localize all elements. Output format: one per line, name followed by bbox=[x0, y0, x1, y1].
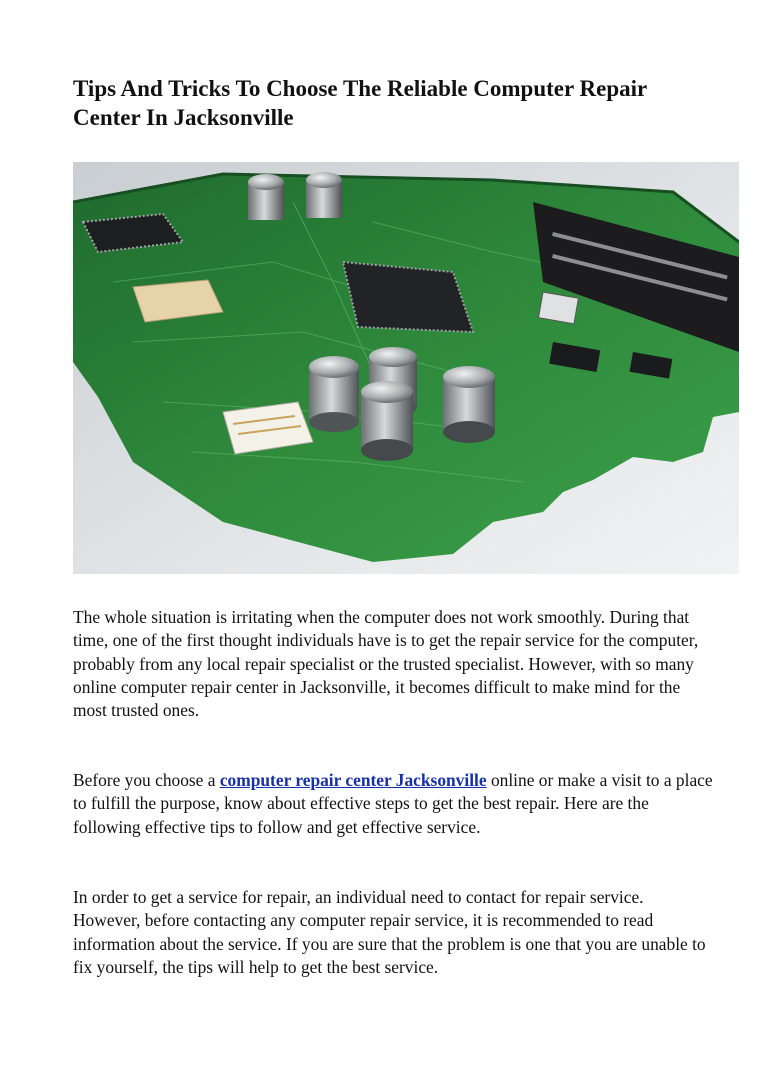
paragraph-2-rest: online or make a visit to a place to fulfill the purpose, know about effective steps to get the best repair. Here are the following effective tips to follow and get effective service. bbox=[73, 770, 713, 837]
article-title: Tips And Tricks To Choose The Reliable Computer Repair Center In Jacksonville bbox=[73, 76, 647, 130]
paragraph-2-lead: Before you choose a bbox=[73, 770, 220, 790]
paragraph-2 bbox=[73, 769, 713, 839]
computer-repair-link[interactable]: computer repair center Jacksonville bbox=[219, 770, 487, 790]
paragraph-1: The whole situation is irritating when the computer does not work smoothly. During that time, one of the first thought individuals have is to get the repair service for the computer, probably from any local repair specialist or the trusted specialist. However, with so many online computer repair center in Jacksonville, it becomes difficult to make mind for the most trusted ones. bbox=[73, 607, 699, 721]
paragraph-3: In order to get a service for repair, an individual need to contact for repair service. However, before contacting any computer repair service, it is recommended to read information about the service. If you are sure that the problem is one that you are unable to fix yourself, the tips will help to get the best service. bbox=[73, 887, 706, 977]
circuit-board-photo bbox=[73, 162, 739, 574]
